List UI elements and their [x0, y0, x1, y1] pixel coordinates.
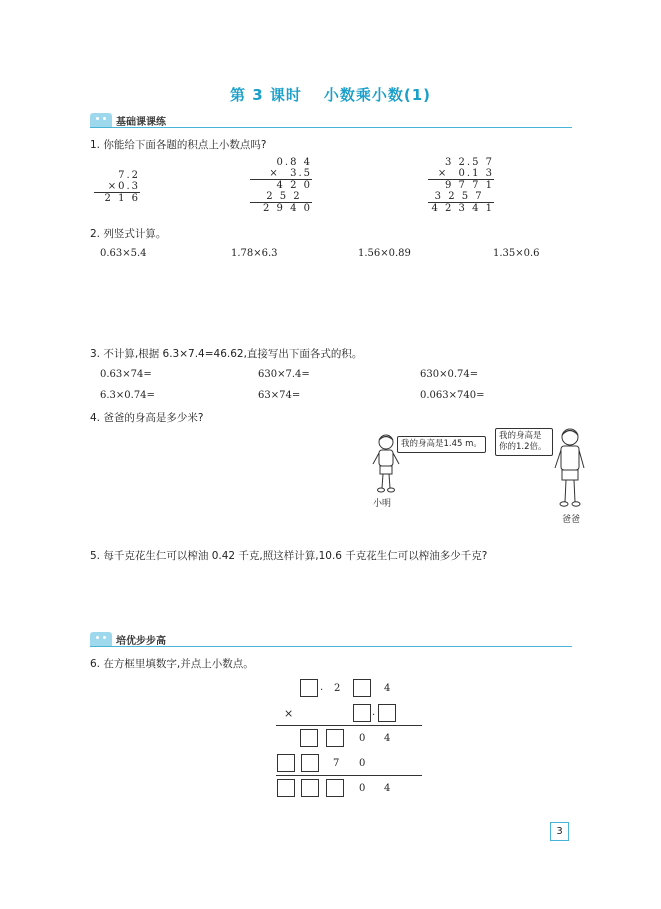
- q3-item-4: 6.3×0.74=: [100, 390, 155, 401]
- calc-b-row4: 2 5 2: [266, 191, 312, 202]
- section-label-basic: 基础课课练: [116, 116, 166, 128]
- label-dad: 爸爸: [562, 515, 581, 525]
- question-4: 4. 爸爸的身高是多少米?: [90, 412, 204, 424]
- question-1: 1. 你能给下面各题的积点上小数点吗?: [90, 139, 267, 151]
- calc-b-row2: × 3.5: [269, 168, 312, 179]
- answer-box[interactable]: [326, 779, 344, 797]
- question-2: 2. 列竖式计算。: [90, 228, 167, 240]
- answer-box[interactable]: [277, 779, 295, 797]
- speech-bubble-boy: 我的身高是1.45 m。: [397, 436, 486, 453]
- digit: 0: [359, 758, 366, 769]
- calc-a-row2: ×0.3: [107, 181, 140, 192]
- decimal-point: .: [320, 682, 324, 693]
- multiply-sign: ×: [284, 707, 294, 720]
- q2-item-1: 0.63×5.4: [100, 248, 147, 259]
- digit: 2: [334, 683, 341, 694]
- mascot-icon: [90, 632, 112, 647]
- digit: 4: [384, 783, 391, 794]
- section-header-advanced: [90, 631, 166, 647]
- q2-item-2: 1.78×6.3: [231, 248, 278, 259]
- answer-box[interactable]: [326, 729, 344, 747]
- question-5: 5. 每千克花生仁可以榨油 0.42 千克,照这样计算,10.6 千克花生仁可以榨油多少千克?: [90, 550, 488, 562]
- digit: 4: [384, 683, 391, 694]
- calc-c: [428, 157, 494, 214]
- q3-item-1: 0.63×74=: [100, 369, 152, 380]
- q3-item-6: 0.063×740=: [420, 390, 485, 401]
- q2-item-3: 1.56×0.89: [358, 248, 411, 259]
- section-header-basic: [90, 112, 166, 128]
- calc-c-row4: 3 2 5 7: [434, 191, 494, 202]
- q2-item-4: 1.35×0.6: [493, 248, 540, 259]
- answer-box[interactable]: [277, 754, 295, 772]
- question-3: 3. 不计算,根据 6.3×7.4=46.62,直接写出下面各式的积。: [90, 348, 363, 360]
- speech-bubble-dad: 我的身高是你的1.2倍。: [495, 428, 553, 456]
- digit: 7: [333, 758, 340, 769]
- calc-b: [250, 157, 312, 214]
- rule-line: [276, 775, 422, 776]
- page-title: [0, 84, 661, 105]
- answer-box[interactable]: [301, 779, 319, 797]
- answer-box[interactable]: [353, 679, 371, 697]
- q3-item-3: 630×0.74=: [420, 369, 479, 380]
- page-number: 3: [550, 822, 569, 841]
- calc-b-row1: 0.8 4: [276, 157, 312, 168]
- answer-box[interactable]: [353, 704, 371, 722]
- calc-c-row2: × 0.1 3: [437, 168, 494, 179]
- calc-a-row1: 7.2: [118, 170, 140, 181]
- decimal-point: .: [372, 707, 376, 718]
- q3-item-2: 630×7.4=: [258, 369, 310, 380]
- answer-box[interactable]: [300, 679, 318, 697]
- lesson-number: 第 3 课时: [229, 86, 302, 104]
- digit: 0: [359, 733, 366, 744]
- answer-box[interactable]: [301, 754, 319, 772]
- calc-c-row3: 9 7 7 1: [445, 180, 494, 191]
- digit: 4: [384, 733, 391, 744]
- calc-c-row5: 4 2 3 4 1: [431, 203, 494, 214]
- section-rule: [90, 127, 572, 128]
- answer-box[interactable]: [300, 729, 318, 747]
- question-6: 6. 在方框里填数字,并点上小数点。: [90, 658, 254, 670]
- section-rule: [90, 646, 572, 647]
- digit: 0: [359, 783, 366, 794]
- answer-box[interactable]: [378, 704, 396, 722]
- label-boy: 小明: [373, 499, 392, 509]
- calc-a-row3: 2 1 6: [104, 193, 140, 204]
- section-label-advanced: 培优步步高: [116, 635, 166, 647]
- dad-illustration: [550, 426, 590, 510]
- calc-b-row5: 2 9 4 0: [263, 203, 312, 214]
- calc-c-row1: 3 2.5 7: [445, 157, 494, 168]
- calc-b-row3: 4 2 0: [276, 180, 312, 191]
- calc-a: [94, 170, 140, 204]
- lesson-topic: 小数乘小数(1): [323, 86, 432, 104]
- q3-item-5: 63×74=: [258, 390, 301, 401]
- mascot-icon: [90, 113, 112, 128]
- rule-line: [276, 725, 422, 726]
